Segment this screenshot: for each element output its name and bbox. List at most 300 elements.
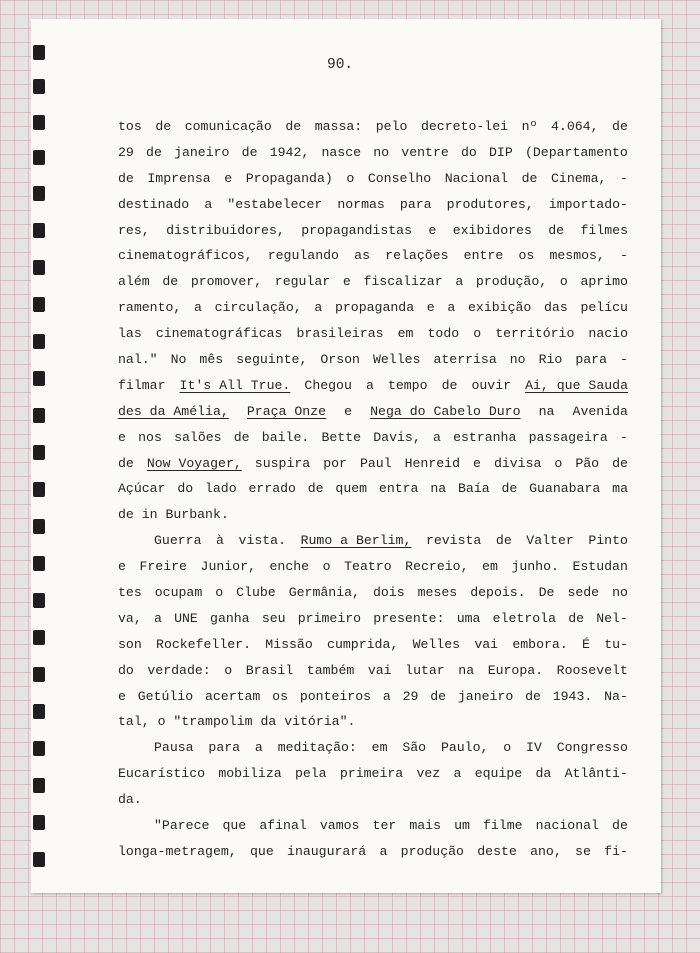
word: do — [177, 481, 194, 497]
word: entra — [378, 481, 419, 497]
word: de — [307, 481, 324, 497]
word: 1943. — [552, 688, 593, 704]
word: filmes — [580, 222, 628, 238]
word: 4.064, — [551, 119, 599, 134]
binding-hole — [33, 667, 45, 682]
word: Orson — [320, 352, 360, 368]
word: o — [559, 274, 568, 290]
word: inaugurará — [287, 843, 367, 859]
word: o — [473, 326, 482, 342]
word: além — [118, 274, 150, 290]
text-line — [118, 476, 628, 502]
word: sede — [567, 585, 600, 601]
word: janeiro — [174, 144, 230, 160]
binding-hole — [33, 297, 45, 312]
word: uma — [456, 610, 481, 626]
word: de — [118, 170, 134, 186]
word: do — [460, 144, 477, 160]
word: a — [432, 429, 441, 445]
word: revista — [425, 533, 482, 549]
word: e — [428, 222, 437, 238]
word: mesmos, — [549, 248, 605, 264]
word: vamos — [319, 818, 360, 834]
word: e — [118, 688, 126, 704]
word: res, — [118, 222, 150, 238]
word: Estudan — [572, 559, 628, 575]
word: a — [314, 300, 323, 316]
underlined-title: des da Amélia, — [118, 403, 229, 419]
word: relações — [385, 248, 449, 264]
word: deste — [477, 843, 517, 859]
word: de — [501, 481, 518, 497]
word: exibição — [468, 300, 532, 316]
text-line — [118, 606, 628, 632]
binding-hole — [33, 371, 45, 386]
word: Na- — [604, 688, 628, 704]
word: cinematográficas — [155, 326, 283, 342]
word: Teatro — [344, 559, 392, 575]
word: 1942, — [269, 144, 310, 160]
word: Guerra — [154, 533, 202, 549]
word: de — [241, 144, 258, 160]
word: son — [118, 636, 142, 652]
word: - — [619, 170, 628, 186]
text-line — [118, 684, 628, 710]
word: Avenida — [572, 403, 628, 419]
word: das — [544, 300, 568, 316]
word: todo — [427, 326, 460, 342]
word: - — [620, 352, 628, 368]
word: exibidores — [452, 222, 532, 238]
text-line — [118, 373, 628, 399]
word: Açúcar — [118, 481, 166, 497]
word: ma — [612, 481, 628, 497]
underlined-title: Nega do Cabelo Duro — [370, 403, 521, 419]
text-line — [118, 399, 628, 425]
word: ano, — [530, 843, 562, 859]
text-line — [118, 761, 628, 787]
word: de — [118, 455, 134, 471]
word: tempo — [387, 377, 428, 393]
word: verdade: — [147, 662, 211, 678]
word: mobiliza — [218, 766, 282, 782]
word: na — [458, 662, 475, 678]
word: Roosevelt — [556, 662, 628, 678]
word: pelo — [375, 119, 408, 134]
word: São — [402, 740, 427, 756]
word: de — [568, 610, 585, 626]
word: divisa — [493, 455, 542, 471]
word: lado — [204, 481, 237, 497]
word: e — [118, 559, 126, 575]
word: de — [525, 688, 541, 704]
word: (Departamento — [524, 144, 628, 160]
word: aprimo — [580, 274, 628, 290]
word: meditação: — [277, 740, 357, 756]
text-line — [118, 554, 628, 580]
word: a — [453, 766, 462, 782]
word: Brasil — [245, 662, 294, 678]
binding-hole — [33, 260, 45, 275]
word: propagandistas — [301, 222, 412, 238]
word: Valter — [526, 533, 574, 549]
binding-hole — [33, 519, 45, 534]
word: presente: — [373, 610, 445, 626]
word: distribuidores, — [166, 222, 285, 238]
binding-hole — [33, 630, 45, 645]
text-line — [118, 813, 628, 839]
word: 29 — [402, 688, 419, 704]
word: na — [538, 403, 555, 419]
word: se — [575, 843, 591, 859]
word: cumprida, — [327, 636, 399, 652]
word: depois. — [470, 585, 526, 601]
word: de — [612, 119, 628, 134]
binding-hole — [33, 815, 45, 830]
text-line — [118, 839, 628, 865]
word: produção, — [475, 274, 548, 290]
word: Getúlio — [137, 688, 194, 704]
word: Nacional — [444, 170, 509, 186]
word: o — [554, 455, 563, 471]
word: comunicação — [184, 119, 272, 134]
word: De — [538, 585, 555, 601]
word: Pão — [575, 455, 600, 471]
text-line — [118, 347, 628, 373]
word: Rio — [538, 352, 563, 368]
word: No — [170, 352, 187, 368]
word: nos — [138, 429, 162, 445]
word: Pausa — [154, 740, 194, 756]
binding-hole — [33, 408, 45, 423]
text-line-content: de in Burbank. — [118, 507, 229, 523]
word: de — [146, 144, 162, 160]
word: Henreid — [404, 455, 461, 471]
word: vista. — [238, 533, 287, 549]
word: Clube — [236, 585, 276, 601]
text-line — [118, 787, 628, 813]
word: mais — [409, 818, 442, 834]
word: tes — [118, 585, 142, 601]
word: Welles — [372, 352, 421, 368]
word: primeiro — [297, 610, 362, 626]
word: longa-metragem, — [118, 843, 237, 859]
word: salões — [174, 429, 222, 445]
word: que — [222, 818, 247, 834]
binding-hole — [33, 741, 45, 756]
underlined-title: It's All True. — [179, 377, 291, 393]
binding-hole — [33, 334, 45, 349]
word: ventre — [401, 144, 449, 160]
word: pelícu — [580, 300, 628, 316]
word: promover, — [190, 274, 263, 290]
word: junho. — [511, 559, 559, 575]
binding-hole — [33, 593, 45, 608]
text-line — [118, 140, 628, 166]
word: a — [153, 610, 162, 626]
word: de — [548, 222, 565, 238]
word: massa: — [314, 119, 363, 134]
binding-hole — [33, 778, 45, 793]
word: o — [503, 740, 512, 756]
word: DIP — [489, 144, 513, 160]
word: na — [430, 481, 447, 497]
text-line — [118, 735, 628, 761]
binding-hole — [33, 704, 45, 719]
word: acertam — [204, 688, 261, 704]
word: de — [233, 429, 250, 445]
word: Bette — [321, 429, 362, 445]
word: as — [354, 248, 370, 264]
word: ganha — [210, 610, 250, 626]
word: de — [441, 377, 458, 393]
word: normas — [337, 196, 385, 212]
underlined-title: Praça Onze — [246, 403, 327, 419]
text-line — [118, 528, 628, 554]
word: UNE — [174, 610, 198, 626]
word: Germânia, — [288, 585, 360, 601]
word: ter — [372, 818, 397, 834]
word: filmar — [118, 377, 166, 393]
word: Propaganda) — [245, 170, 333, 186]
word: Imprensa — [147, 170, 211, 186]
binding-hole — [33, 186, 45, 201]
word: Europa. — [487, 662, 544, 678]
word: 29 — [118, 144, 134, 160]
word: "estabelecer — [227, 196, 323, 212]
word: a — [455, 274, 464, 290]
word: regulando — [267, 248, 339, 264]
word: dois — [372, 585, 405, 601]
word: destinado — [118, 196, 190, 212]
word: um — [454, 818, 470, 834]
word: produtores, — [446, 196, 534, 212]
word: em — [397, 326, 414, 342]
binding-hole — [33, 482, 45, 497]
binding-hole — [33, 223, 45, 238]
word: eletrola — [492, 610, 556, 626]
word: a — [379, 843, 388, 859]
word: para — [575, 352, 607, 368]
underlined-title: Ai, que Sauda — [525, 377, 628, 393]
word: IV — [526, 740, 542, 756]
word: aterrisa — [433, 352, 497, 368]
word: de — [521, 170, 538, 186]
word: de — [162, 274, 179, 290]
word: de — [155, 119, 172, 134]
text-line — [118, 192, 628, 218]
word: vai — [474, 636, 499, 652]
word: a — [382, 688, 391, 704]
word: quem — [335, 481, 368, 497]
word: baile. — [261, 429, 310, 445]
word: o — [322, 559, 331, 575]
word: ramento, — [118, 300, 182, 316]
word: e — [344, 403, 353, 419]
text-line — [118, 218, 628, 244]
word: tos — [118, 119, 142, 134]
word: las — [118, 326, 142, 342]
word: em — [482, 559, 498, 575]
word: pela — [294, 766, 327, 782]
word: seguinte, — [236, 352, 308, 368]
word: a — [254, 740, 263, 756]
word: seu — [261, 610, 286, 626]
word: vez — [416, 766, 441, 782]
word: Pinto — [588, 533, 628, 549]
word: de — [612, 818, 628, 834]
binding-hole — [33, 445, 45, 460]
word: "Parece — [154, 818, 210, 834]
page-number: 90. — [327, 57, 354, 73]
word: e — [473, 455, 481, 471]
binding-hole — [33, 45, 45, 60]
word: equipe — [474, 766, 523, 782]
word: de — [285, 119, 302, 134]
word: vai — [367, 662, 392, 678]
word: primeira — [339, 766, 404, 782]
word: Missão — [265, 636, 313, 652]
word: Nel- — [596, 610, 628, 626]
word: Paulo, — [440, 740, 489, 756]
word: nacio — [588, 326, 628, 342]
word: cinematográficos, — [118, 248, 253, 264]
text-line — [118, 114, 628, 140]
word: também — [306, 662, 355, 678]
word: nasce — [321, 144, 362, 160]
word: regular — [274, 274, 331, 290]
word: fi- — [604, 843, 628, 859]
word: de — [612, 455, 628, 471]
word: passageira — [528, 429, 608, 445]
word: fiscalizar — [363, 274, 443, 290]
word: produção — [400, 843, 464, 859]
word: para — [208, 740, 241, 756]
word: Eucarístico — [118, 766, 206, 782]
text-line — [118, 632, 628, 658]
word: os — [518, 248, 535, 264]
word: para — [399, 196, 432, 212]
text-line — [118, 451, 628, 477]
word: nº — [521, 119, 538, 134]
text-line — [118, 502, 628, 528]
word: enche — [269, 559, 310, 575]
binding-hole — [33, 150, 45, 165]
word: ponteiros — [299, 688, 372, 704]
word: meses — [417, 585, 458, 601]
word: os — [272, 688, 288, 704]
word: Davis, — [373, 429, 421, 445]
word: errado — [248, 481, 296, 497]
word: - — [620, 248, 628, 264]
word: - — [619, 429, 628, 445]
word: no — [509, 352, 526, 368]
word: o — [215, 585, 224, 601]
text-line — [118, 658, 628, 684]
word: Chegou — [304, 377, 352, 393]
word: Recreio, — [405, 559, 469, 575]
text-line — [118, 321, 628, 347]
word: circulação, — [214, 300, 302, 316]
word: da — [535, 766, 552, 782]
word: ocupam — [154, 585, 203, 601]
word: suspira — [254, 455, 311, 471]
text-line-content: tal, o "trampolim da vitória". — [118, 714, 356, 730]
word: brasileiras — [296, 326, 384, 342]
word: território — [495, 326, 575, 342]
word: Baía — [457, 481, 490, 497]
text-line — [118, 425, 628, 451]
document-page — [31, 19, 661, 893]
word: a — [204, 196, 213, 212]
word: de — [430, 688, 447, 704]
word: Guanabara — [529, 481, 601, 497]
text-line — [118, 166, 628, 192]
word: importado- — [548, 196, 628, 212]
underlined-title: Rumo a Berlim, — [300, 533, 412, 549]
word: janeiro — [457, 688, 514, 704]
text-line — [118, 269, 628, 295]
text-line — [118, 295, 628, 321]
word: em — [371, 740, 388, 756]
underlined-title: Now Voyager, — [146, 455, 242, 471]
word: à — [216, 533, 224, 549]
word: no — [612, 585, 628, 601]
word: Freire — [139, 559, 187, 575]
word: a — [365, 377, 374, 393]
word: ouvir — [471, 377, 512, 393]
word: e — [118, 429, 126, 445]
word: propaganda — [334, 300, 415, 316]
word: embora. — [512, 636, 568, 652]
word: o — [346, 170, 355, 186]
word: va, — [118, 610, 142, 626]
word: entre — [463, 248, 504, 264]
body-text — [118, 114, 628, 865]
word: e — [224, 170, 233, 186]
word: e — [426, 300, 435, 316]
text-line — [118, 243, 628, 269]
word: lutar — [405, 662, 445, 678]
binding-hole — [33, 852, 45, 867]
word: Conselho — [367, 170, 432, 186]
text-line — [118, 709, 628, 735]
word: que — [250, 843, 274, 859]
binding-hole — [33, 556, 45, 571]
text-line — [118, 580, 628, 606]
word: Welles — [412, 636, 461, 652]
word: filme — [483, 818, 523, 834]
word: no — [373, 144, 390, 160]
word: Cinema, — [551, 170, 607, 186]
word: nal." — [118, 352, 158, 368]
word: tu- — [604, 636, 628, 652]
word: decreto-lei — [420, 119, 509, 134]
word: estranha — [453, 429, 517, 445]
binding-hole — [33, 115, 45, 130]
word: nacional — [535, 818, 599, 834]
word: de — [495, 533, 512, 549]
word: mês — [199, 352, 224, 368]
word: Atlânti- — [564, 766, 628, 782]
binding-hole — [33, 79, 45, 94]
word: Junior, — [200, 559, 256, 575]
word: Rockefeller. — [156, 636, 251, 652]
word: e — [342, 274, 351, 290]
text-line-content: da. — [118, 792, 142, 808]
word: a — [447, 300, 456, 316]
word: Congresso — [556, 740, 628, 756]
